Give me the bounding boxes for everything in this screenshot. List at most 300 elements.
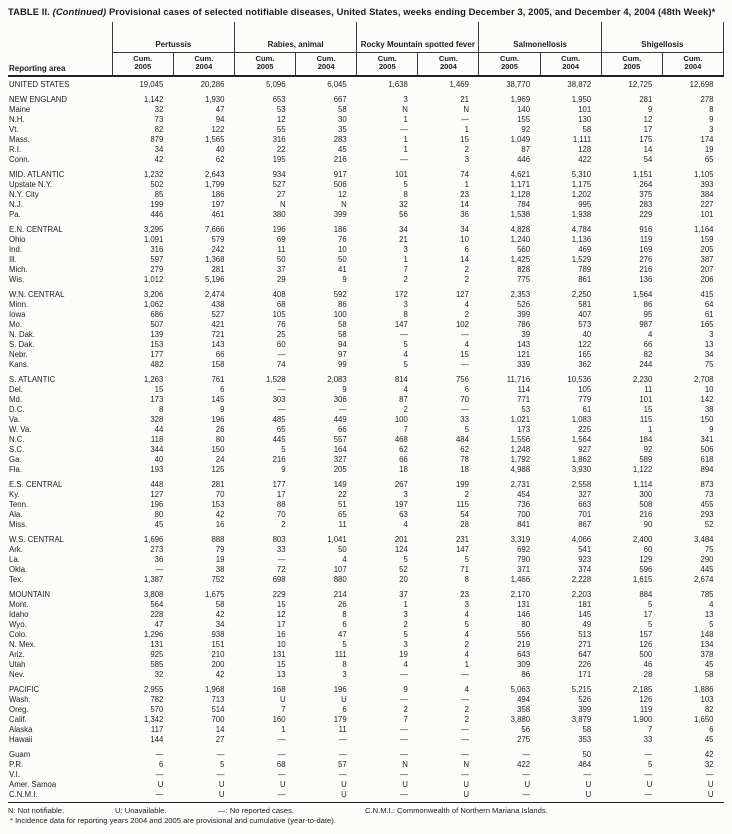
cell-value: 1,675 bbox=[204, 590, 225, 600]
cell-value: 7 bbox=[281, 705, 286, 715]
cell-value: 73 bbox=[154, 115, 164, 125]
cell-value: 73 bbox=[704, 490, 714, 500]
cell-value: 76 bbox=[276, 320, 286, 330]
cell-value: — bbox=[461, 750, 469, 760]
cell-value: 175 bbox=[639, 135, 653, 145]
cell-value: — bbox=[277, 770, 286, 780]
cell-value: 6 bbox=[220, 385, 225, 395]
table-row bbox=[8, 640, 724, 650]
row-label: Mich. bbox=[9, 265, 28, 275]
cell-value: 97 bbox=[338, 350, 347, 360]
cell-value: 1 bbox=[403, 145, 408, 155]
cell-value: 102 bbox=[455, 320, 469, 330]
cell-value: 159 bbox=[700, 235, 714, 245]
table-row bbox=[8, 255, 724, 265]
cell-value: 117 bbox=[150, 725, 164, 735]
cell-value: 7 bbox=[648, 725, 653, 735]
cell-value: — bbox=[400, 670, 408, 680]
cell-value: 19 bbox=[215, 555, 225, 565]
cell-value: 197 bbox=[394, 500, 408, 510]
cell-value: 6,045 bbox=[327, 80, 347, 90]
cell-value: 873 bbox=[700, 480, 714, 490]
cell-value: 785 bbox=[700, 590, 714, 600]
cell-value: 3 bbox=[464, 155, 469, 165]
cell-value: 494 bbox=[517, 695, 531, 705]
subheader-cum-2004 bbox=[662, 52, 723, 76]
cell-value: 42 bbox=[215, 510, 225, 520]
cell-value: 16 bbox=[276, 630, 286, 640]
cell-value: 276 bbox=[639, 255, 653, 265]
row-label: W. Va. bbox=[9, 425, 32, 435]
cell-value: 399 bbox=[333, 210, 347, 220]
cell-value: 9 bbox=[403, 685, 408, 695]
cell-value: 10 bbox=[276, 640, 286, 650]
cell-value: 68 bbox=[276, 760, 286, 770]
cell-value: 8 bbox=[403, 190, 408, 200]
row-label: Maine bbox=[9, 105, 31, 115]
cell-value: 200 bbox=[211, 660, 225, 670]
cell-value: 407 bbox=[578, 310, 592, 320]
cell-value: 5 bbox=[709, 620, 714, 630]
cell-value: 95 bbox=[643, 310, 653, 320]
cell-value: 28 bbox=[460, 520, 469, 530]
cell-value: 15 bbox=[460, 135, 469, 145]
cell-value: 5,310 bbox=[571, 170, 592, 180]
cell-value: 45 bbox=[704, 660, 714, 670]
cell-value: 9 bbox=[648, 105, 653, 115]
cell-value: — bbox=[277, 790, 286, 800]
cell-value: 92 bbox=[643, 445, 653, 455]
cell-value: 149 bbox=[333, 480, 347, 490]
table-row bbox=[8, 620, 724, 630]
cell-value: 4 bbox=[709, 600, 714, 610]
cell-value: — bbox=[461, 330, 469, 340]
cell-value: 34 bbox=[154, 145, 164, 155]
cell-value: 90 bbox=[643, 520, 653, 530]
cell-value: U bbox=[646, 780, 653, 790]
cell-value: 173 bbox=[150, 395, 164, 405]
cell-value: 1,564 bbox=[632, 290, 653, 300]
table-row bbox=[8, 340, 724, 350]
cell-value: — bbox=[155, 770, 164, 780]
cell-value: 127 bbox=[150, 490, 164, 500]
table-row bbox=[8, 360, 724, 370]
cell-value: 692 bbox=[517, 545, 531, 555]
cell-value: 145 bbox=[211, 395, 225, 405]
cell-value: 663 bbox=[578, 500, 592, 510]
cell-value: 508 bbox=[639, 500, 653, 510]
row-label: Pa. bbox=[9, 210, 21, 220]
table-row bbox=[8, 115, 724, 125]
cell-value: 1,342 bbox=[143, 715, 164, 725]
cell-value: 157 bbox=[639, 630, 653, 640]
cell-value: 2 bbox=[403, 620, 408, 630]
cell-value: 1,564 bbox=[571, 435, 592, 445]
table-title-prefix: TABLE II. bbox=[8, 6, 50, 17]
cell-value: 45 bbox=[154, 520, 164, 530]
cell-value: 66 bbox=[338, 425, 347, 435]
cell-value: 105 bbox=[578, 385, 592, 395]
cell-value: — bbox=[216, 750, 225, 760]
table-row bbox=[8, 210, 724, 220]
cell-value: 150 bbox=[211, 445, 225, 455]
cell-value: 118 bbox=[150, 435, 164, 445]
cell-value: 597 bbox=[150, 255, 164, 265]
row-label: Del. bbox=[9, 385, 23, 395]
cell-value: 1,114 bbox=[633, 480, 653, 490]
cell-value: 4 bbox=[464, 685, 469, 695]
cell-value: 50 bbox=[582, 750, 592, 760]
cell-value: 500 bbox=[639, 650, 653, 660]
cell-value: 306 bbox=[333, 395, 347, 405]
cell-value: 9 bbox=[709, 115, 714, 125]
cell-value: — bbox=[400, 695, 408, 705]
cell-value: 790 bbox=[517, 555, 531, 565]
cell-value: 2,185 bbox=[632, 685, 653, 695]
row-label: Ky. bbox=[9, 490, 20, 500]
cell-value: 17 bbox=[276, 620, 286, 630]
cell-value: 88 bbox=[276, 500, 286, 510]
cell-value: — bbox=[216, 770, 225, 780]
cell-value: 164 bbox=[333, 445, 347, 455]
cell-value: 199 bbox=[150, 200, 164, 210]
cell-value: — bbox=[522, 770, 531, 780]
cell-value: 53 bbox=[521, 405, 531, 415]
cell-value: — bbox=[155, 790, 164, 800]
cell-value: 1 bbox=[403, 115, 408, 125]
cell-value: 1,387 bbox=[143, 575, 164, 585]
cell-value: 786 bbox=[517, 320, 531, 330]
cell-value: 4 bbox=[464, 610, 469, 620]
year-label: 2004 bbox=[684, 62, 702, 72]
cell-value: 4 bbox=[403, 350, 408, 360]
row-label: NEW ENGLAND bbox=[9, 95, 68, 105]
cell-value: 1,202 bbox=[571, 190, 592, 200]
cell-value: 585 bbox=[150, 660, 164, 670]
cell-value: 1,696 bbox=[143, 535, 164, 545]
table-row bbox=[8, 275, 724, 285]
cell-value: 216 bbox=[639, 265, 653, 275]
cell-value: 15 bbox=[276, 600, 286, 610]
cell-value: — bbox=[400, 750, 408, 760]
cell-value: 573 bbox=[578, 320, 592, 330]
cell-value: 30 bbox=[338, 115, 347, 125]
cell-value: 1,062 bbox=[143, 300, 164, 310]
table-row bbox=[8, 190, 724, 200]
cell-value: 841 bbox=[517, 520, 531, 530]
row-label: Ohio bbox=[9, 235, 26, 245]
cell-value: 6 bbox=[342, 620, 347, 630]
cell-value: 5 bbox=[403, 555, 408, 565]
cell-value: 101 bbox=[700, 210, 714, 220]
cell-value: 226 bbox=[578, 660, 592, 670]
cell-value: 934 bbox=[272, 170, 286, 180]
cell-value: 756 bbox=[455, 375, 469, 385]
row-label: V.I. bbox=[9, 770, 20, 780]
row-label: E.N. CENTRAL bbox=[9, 225, 63, 235]
row-label: Ala. bbox=[9, 510, 23, 520]
cell-value: 10,536 bbox=[567, 375, 592, 385]
cell-value: — bbox=[277, 750, 286, 760]
cell-value: 45 bbox=[704, 735, 714, 745]
table-row bbox=[8, 395, 724, 405]
year-label: 2004 bbox=[439, 62, 457, 72]
cell-value: 206 bbox=[700, 275, 714, 285]
cell-value: 592 bbox=[333, 290, 347, 300]
cell-value: 66 bbox=[399, 455, 408, 465]
row-label: Fla. bbox=[9, 465, 22, 475]
cell-value: 130 bbox=[578, 115, 592, 125]
cell-value: 3 bbox=[403, 245, 408, 255]
cell-value: 2 bbox=[464, 275, 469, 285]
cell-value: 29 bbox=[276, 275, 286, 285]
cell-value: 122 bbox=[211, 125, 225, 135]
cell-value: 22 bbox=[276, 145, 286, 155]
cell-value: 186 bbox=[333, 225, 347, 235]
cell-value: 21 bbox=[399, 235, 408, 245]
cell-value: 454 bbox=[517, 490, 531, 500]
cum-label: Cum. bbox=[622, 53, 642, 63]
cell-value: 1,930 bbox=[204, 95, 225, 105]
cell-value: U bbox=[463, 780, 469, 790]
cell-value: U bbox=[279, 695, 286, 705]
cell-value: — bbox=[277, 555, 286, 565]
table-title-continued: (Continued) bbox=[52, 6, 107, 17]
cell-value: 207 bbox=[700, 265, 714, 275]
cell-value: 1,886 bbox=[693, 685, 714, 695]
cell-value: — bbox=[338, 770, 347, 780]
row-label: P.R. bbox=[9, 760, 24, 770]
cell-value: — bbox=[400, 790, 408, 800]
cell-value: 4,621 bbox=[510, 170, 531, 180]
cell-value: 647 bbox=[578, 650, 592, 660]
row-label: R.I. bbox=[9, 145, 22, 155]
cell-value: 5 bbox=[648, 760, 653, 770]
cell-value: 1,556 bbox=[510, 435, 531, 445]
cell-value: 502 bbox=[150, 180, 164, 190]
cell-value: 32 bbox=[399, 200, 408, 210]
cell-value: 7 bbox=[403, 715, 408, 725]
cell-value: 399 bbox=[517, 310, 531, 320]
cell-value: 1,425 bbox=[510, 255, 531, 265]
cell-value: 3 bbox=[464, 600, 469, 610]
cell-value: 271 bbox=[578, 640, 592, 650]
cell-value: 42 bbox=[704, 750, 714, 760]
cell-value: — bbox=[338, 405, 347, 415]
cell-value: 197 bbox=[211, 200, 225, 210]
cell-value: 2 bbox=[281, 520, 286, 530]
cell-value: 1,248 bbox=[510, 445, 531, 455]
cell-value: 279 bbox=[150, 265, 164, 275]
cell-value: 387 bbox=[700, 255, 714, 265]
cell-value: 74 bbox=[460, 170, 469, 180]
row-label: PACIFIC bbox=[9, 685, 40, 695]
cell-value: 23 bbox=[460, 590, 469, 600]
table-row bbox=[8, 695, 724, 705]
table-row bbox=[8, 405, 724, 415]
cum-label: Cum. bbox=[133, 53, 153, 63]
cell-value: 1 bbox=[648, 425, 653, 435]
table-row bbox=[8, 415, 724, 425]
cell-value: 4,784 bbox=[571, 225, 592, 235]
cell-value: 61 bbox=[582, 405, 592, 415]
group-header-rmsf: Rocky Mountain spotted fever bbox=[357, 22, 479, 53]
cell-value: 449 bbox=[333, 415, 347, 425]
cell-value: 5,196 bbox=[204, 275, 225, 285]
cell-value: 62 bbox=[215, 155, 225, 165]
cell-value: 242 bbox=[211, 245, 225, 255]
cell-value: 34 bbox=[399, 225, 408, 235]
table-row bbox=[8, 135, 724, 145]
table-row bbox=[8, 545, 724, 555]
cell-value: 5 bbox=[648, 600, 653, 610]
cell-value: 6 bbox=[709, 725, 714, 735]
cell-value: 446 bbox=[517, 155, 531, 165]
cell-value: 686 bbox=[150, 310, 164, 320]
cell-value: 8 bbox=[158, 405, 164, 415]
cell-value: 445 bbox=[700, 565, 714, 575]
cell-value: 99 bbox=[338, 360, 347, 370]
cell-value: 358 bbox=[517, 705, 531, 715]
cell-value: 278 bbox=[700, 95, 714, 105]
table-row bbox=[8, 95, 724, 105]
cell-value: U bbox=[585, 780, 592, 790]
cell-value: 94 bbox=[338, 340, 347, 350]
cell-value: U bbox=[218, 790, 225, 800]
group-header-shigellosis: Shigellosis bbox=[601, 22, 723, 53]
cell-value: — bbox=[461, 695, 469, 705]
cell-value: 66 bbox=[643, 340, 653, 350]
subheader-cum-2004 bbox=[418, 52, 479, 76]
cell-value: 25 bbox=[276, 330, 286, 340]
table-row bbox=[8, 630, 724, 640]
subheader-cum-2004 bbox=[173, 52, 234, 76]
cell-value: U bbox=[524, 780, 531, 790]
row-label: Miss. bbox=[9, 520, 28, 530]
cell-value: 596 bbox=[639, 565, 653, 575]
cell-value: 1,862 bbox=[571, 455, 592, 465]
row-label: Ariz. bbox=[9, 650, 25, 660]
cell-value: 327 bbox=[578, 490, 592, 500]
cell-value: 196 bbox=[333, 685, 347, 695]
table-row bbox=[8, 375, 724, 385]
cell-value: 1 bbox=[464, 180, 469, 190]
cell-value: 3,484 bbox=[693, 535, 714, 545]
cell-value: 80 bbox=[154, 510, 164, 520]
row-label: N. Dak. bbox=[9, 330, 35, 340]
cell-value: 2 bbox=[464, 705, 469, 715]
cell-value: 461 bbox=[211, 210, 225, 220]
cell-value: 700 bbox=[517, 510, 531, 520]
cell-value: 105 bbox=[272, 310, 286, 320]
table-row bbox=[8, 780, 724, 790]
cell-value: 1,232 bbox=[143, 170, 164, 180]
cell-value: 527 bbox=[272, 180, 286, 190]
cell-value: 5 bbox=[281, 445, 286, 455]
cell-value: 12,698 bbox=[689, 80, 714, 90]
cell-value: 71 bbox=[460, 565, 469, 575]
cell-value: 70 bbox=[276, 510, 286, 520]
row-label: N.C. bbox=[9, 435, 25, 445]
table-row bbox=[8, 445, 724, 455]
cell-value: 814 bbox=[394, 375, 408, 385]
cell-value: 879 bbox=[150, 135, 164, 145]
cell-value: 75 bbox=[704, 360, 714, 370]
cell-value: 527 bbox=[211, 310, 225, 320]
cell-value: 11,716 bbox=[506, 375, 531, 385]
cell-value: 51 bbox=[338, 500, 347, 510]
cell-value: 3 bbox=[403, 300, 408, 310]
table-row bbox=[8, 320, 724, 330]
row-label: La. bbox=[9, 555, 20, 565]
table-row bbox=[8, 235, 724, 245]
cell-value: 5 bbox=[220, 760, 225, 770]
cell-value: 210 bbox=[211, 650, 225, 660]
cell-value: 4 bbox=[403, 520, 408, 530]
cell-value: 281 bbox=[639, 95, 653, 105]
cell-value: 1,900 bbox=[632, 715, 653, 725]
cell-value: 147 bbox=[455, 545, 469, 555]
row-label: MID. ATLANTIC bbox=[9, 170, 65, 180]
row-label: Mass. bbox=[9, 135, 30, 145]
year-label: 2005 bbox=[623, 62, 641, 72]
table-body bbox=[8, 76, 724, 800]
cell-value: 374 bbox=[578, 565, 592, 575]
cell-value: 9 bbox=[342, 385, 347, 395]
cell-value: 32 bbox=[154, 670, 164, 680]
cell-value: 101 bbox=[394, 170, 408, 180]
cell-value: 55 bbox=[276, 125, 286, 135]
cell-value: 26 bbox=[338, 600, 347, 610]
cell-value: 393 bbox=[700, 180, 714, 190]
cell-value: 4 bbox=[464, 300, 469, 310]
cum-label: Cum. bbox=[316, 53, 336, 63]
cell-value: 1,012 bbox=[143, 275, 164, 285]
cell-value: 52 bbox=[399, 565, 408, 575]
cell-value: 3 bbox=[709, 125, 714, 135]
cell-value: 34 bbox=[460, 225, 469, 235]
cell-value: — bbox=[277, 385, 286, 395]
cell-value: 82 bbox=[154, 125, 164, 135]
cell-value: 5 bbox=[342, 640, 347, 650]
cell-value: 422 bbox=[578, 155, 592, 165]
table-row bbox=[8, 790, 724, 800]
cum-label: Cum. bbox=[561, 53, 581, 63]
cell-value: 1 bbox=[403, 135, 408, 145]
cell-value: 124 bbox=[394, 545, 408, 555]
row-label: Colo. bbox=[9, 630, 28, 640]
cell-value: 2,400 bbox=[632, 535, 653, 545]
cell-value: 119 bbox=[639, 235, 653, 245]
row-label: S.C. bbox=[9, 445, 25, 455]
cell-value: 87 bbox=[399, 395, 408, 405]
cell-value: 15 bbox=[276, 660, 286, 670]
cell-value: — bbox=[461, 770, 469, 780]
cell-value: — bbox=[461, 115, 469, 125]
cell-value: 21 bbox=[460, 95, 469, 105]
year-label: 2005 bbox=[501, 62, 518, 72]
cell-value: 228 bbox=[150, 610, 164, 620]
cell-value: 53 bbox=[276, 105, 286, 115]
cell-value: 506 bbox=[333, 180, 347, 190]
group-header-pertussis: Pertussis bbox=[112, 22, 234, 53]
row-label: MOUNTAIN bbox=[9, 590, 51, 600]
cell-value: 126 bbox=[639, 695, 653, 705]
cell-value: 464 bbox=[578, 760, 592, 770]
cell-value: 2,250 bbox=[571, 290, 592, 300]
cell-value: 216 bbox=[333, 155, 347, 165]
cell-value: 867 bbox=[578, 520, 592, 530]
